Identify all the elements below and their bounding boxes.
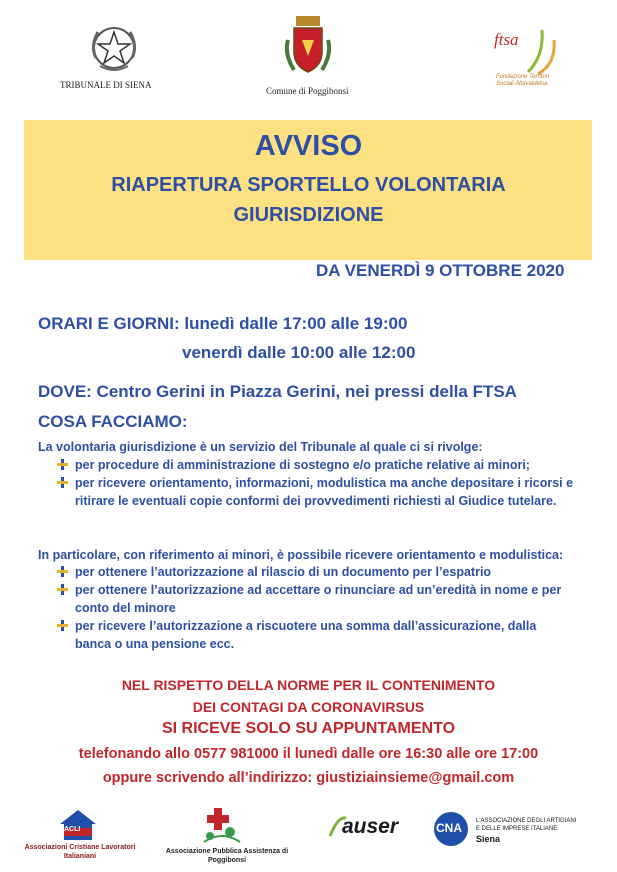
location-line: DOVE: Centro Gerini in Piazza Gerini, nei pressi della FTSA bbox=[38, 382, 517, 401]
ftsa-caption-2: Sociali Altavaldelsa bbox=[496, 81, 548, 87]
bullet-icon bbox=[57, 620, 68, 631]
tribunale-caption: TRIBUNALE DI SIENA bbox=[60, 80, 152, 90]
hours-line-2: venerdì dalle 10:00 alle 12:00 bbox=[182, 343, 416, 362]
acli-caption-2: Italianiani bbox=[63, 853, 97, 860]
section-heading: COSA FACCIAMO: bbox=[38, 412, 188, 431]
notice-subtitle-2: GIURISDIZIONE bbox=[233, 204, 384, 226]
cna-logo-text: CNA bbox=[436, 821, 462, 835]
auser-logo: auser bbox=[342, 815, 399, 838]
notice-title: AVVISO bbox=[254, 130, 363, 162]
acli-logo-icon bbox=[56, 806, 100, 842]
ftsa-caption-1: Fondazione Territori bbox=[496, 74, 550, 80]
ftsa-swoosh-icon bbox=[524, 26, 560, 78]
notice-line-1: NEL RISPETTO DELLA NORME PER IL CONTENIMENTO bbox=[121, 677, 496, 693]
pa-caption-2: Poggibonsi bbox=[207, 857, 247, 864]
hours-line-1: ORARI E GIORNI: lunedì dalle 17:00 alle 19:00 bbox=[38, 314, 408, 333]
acli-logo-text: ACLI bbox=[64, 826, 81, 833]
republic-emblem-icon bbox=[86, 18, 142, 76]
start-date: DA VENERDÌ 9 OTTOBRE 2020 bbox=[316, 261, 565, 280]
list-item: per ottenere l’autorizzazione ad accettare o rinunciare ad un’eredità in nome e per conto del minore bbox=[75, 583, 562, 615]
intro-text: La volontaria giurisdizione è un servizio del Tribunale al quale ci si rivolge: bbox=[38, 440, 483, 454]
comune-coat-of-arms-icon bbox=[284, 14, 332, 80]
bullet-icon bbox=[57, 584, 68, 595]
comune-caption: Comune di Poggibonsi bbox=[266, 86, 349, 96]
bullet-icon bbox=[57, 477, 68, 488]
acli-caption-1: Associazioni Cristiane Lavoratori bbox=[24, 844, 136, 851]
bullet-icon bbox=[57, 566, 68, 577]
cna-caption-3: Siena bbox=[476, 834, 501, 844]
notice-subtitle-1: RIAPERTURA SPORTELLO VOLONTARIA bbox=[111, 174, 506, 196]
email-line: oppure scrivendo all’indirizzo: giustiziainsieme@gmail.com bbox=[102, 770, 515, 786]
list-item: per procedure di amministrazione di sostegno e/o pratiche relative ai minori; bbox=[75, 458, 530, 472]
phone-line: telefonando allo 0577 981000 il lunedì dalle ore 16:30 alle ore 17:00 bbox=[78, 746, 539, 762]
notice-line-3: SI RICEVE SOLO SU APPUNTAMENTO bbox=[161, 720, 456, 737]
pubblica-assistenza-logo-icon bbox=[200, 806, 244, 844]
list-item: per ottenere l’autorizzazione al rilascio di un documento per l’espatrio bbox=[75, 565, 492, 579]
list-item: per ricevere orientamento, informazioni, modulistica ma anche depositare i ricorsi e ritirare le eventuali copie conformi dei provvedimenti richiesti al Giudice tutelare. bbox=[75, 476, 574, 508]
cna-caption-2: E DELLE IMPRESE ITALIANE bbox=[476, 826, 558, 832]
intro-text-2: In particolare, con riferimento ai minori, è possibile ricevere orientamento e modulistica: bbox=[38, 548, 564, 562]
list-item: per ricevere l’autorizzazione a riscuotere una somma dall’assicurazione, dalla banca o una pensione ecc. bbox=[75, 619, 537, 651]
pa-caption-1: Associazione Pubblica Assistenza di bbox=[165, 848, 289, 855]
notice-line-2: DEI CONTAGI DA CORONAVIRSUS bbox=[192, 699, 425, 715]
bullet-icon bbox=[57, 459, 68, 470]
ftsa-logo: ftsa bbox=[494, 30, 519, 49]
cna-caption-1: L'ASSOCIAZIONE DEGLI ARTIGIANI bbox=[476, 818, 577, 824]
